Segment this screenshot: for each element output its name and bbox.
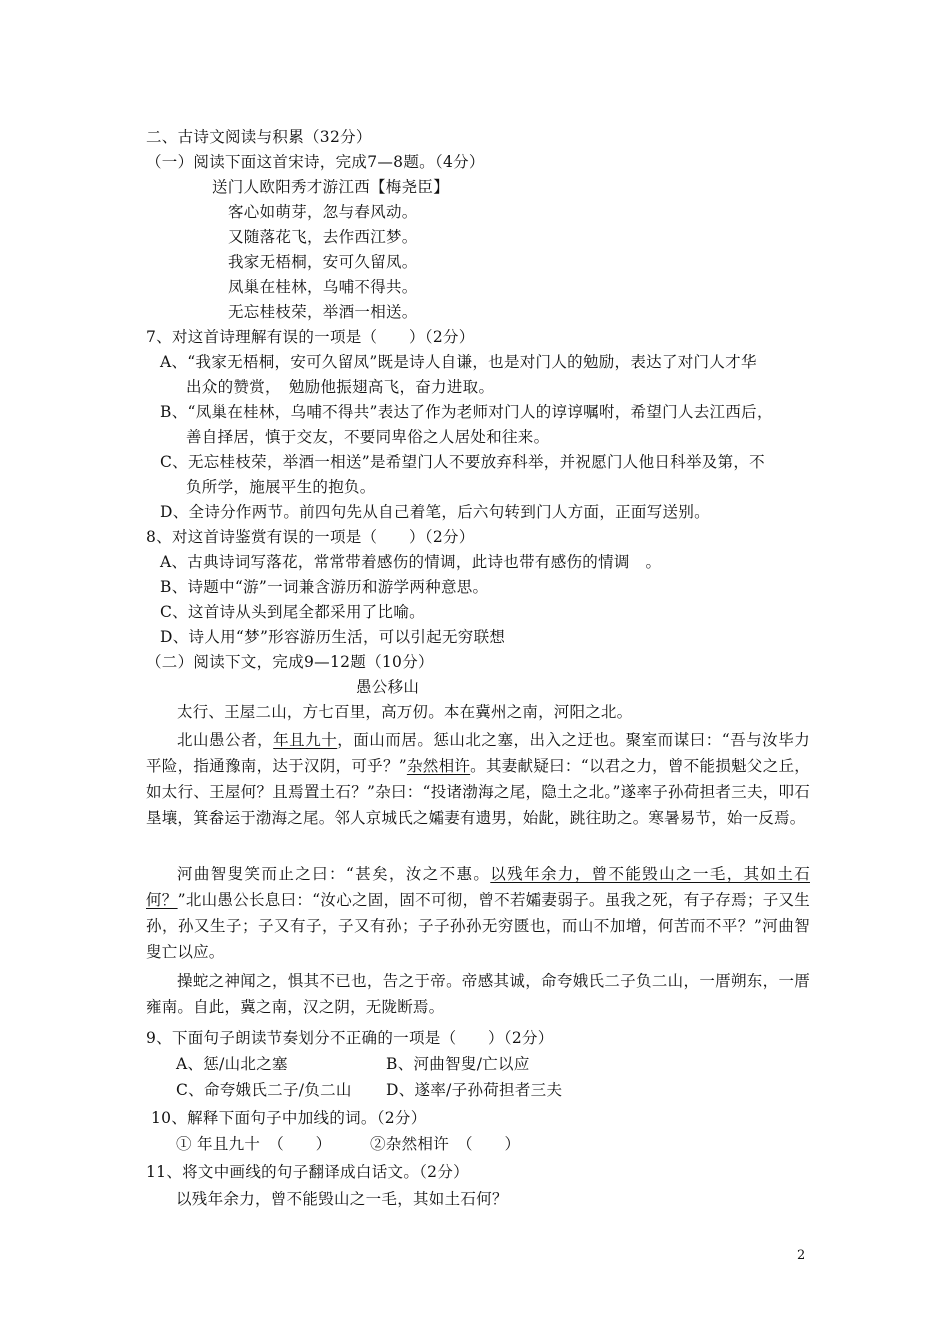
question-7-option-a: A、“我家无梧桐，安可久留凤”既是诗人自谦，也是对门人的勉励，表达了对门人才华 [160,353,757,371]
passage-title: 愚公移山 [356,678,420,696]
question-9-option-a: A、惩/山北之塞 [176,1055,288,1073]
passage-paragraph-1: 太行、王屋二山，方七百里，高万仞。本在冀州之南，河阳之北。 [177,703,633,721]
question-8-stem: 8、对这首诗鉴赏有误的一项是（ ）（2分） [146,528,475,546]
question-8-option-b: B、诗题中“游”一词兼含游历和游学两种意思。 [160,578,489,596]
question-8-option-d: D、诗人用“梦”形容游历生活，可以引起无穷联想 [160,628,506,646]
underlined-phrase: 杂然相许 [406,757,471,775]
question-10-item-2: ②杂然相许 （ ） [370,1135,521,1153]
section-title: 二、古诗文阅读与积累（32分） [146,128,372,146]
question-9-option-d: D、遂率/子孙荷担者三夫 [386,1081,563,1099]
question-9-stem: 9、下面句子朗读节奏划分不正确的一项是（ ）（2分） [146,1029,554,1047]
question-7-option-d: D、全诗分作两节。前四句先从自己着笔，后六句转到门人方面，正面写送别。 [160,503,710,521]
question-11-sentence: 以残年余力，曾不能毁山之一毛，其如土石何？ [176,1190,508,1208]
question-9-option-c: C、命夸娥氏二子/负二山 [176,1081,352,1099]
part1-heading: （一）阅读下面这首宋诗，完成7—8题。（4分） [146,153,485,171]
passage-paragraph-3: 河曲智叟笑而止之曰：“甚矣，汝之不惠。以残年余力，曾不能毁山之一毛，其如土石何？”北山愚公长息曰：“汝心之固，固不可彻，曾不若孀妻弱子。虽我之死，有子存焉；子又生孙，孙又生子；子又有子，子又有孙；子子孙孙无穷匮也，而山不加增，何苦而不平？”河曲智叟亡以应。 [146,865,810,961]
poem-line: 我家无梧桐，安可久留凤。 [228,253,418,271]
question-10-stem: 10、解释下面句子中加线的词。（2分） [151,1109,427,1127]
question-7-option-a-cont: 出众的赞赏， 勉励他振翅高飞，奋力进取。 [186,378,495,396]
passage-paragraph-4: 操蛇之神闻之，惧其不已也，告之于帝。帝感其诚，命夸娥氏二子负二山，一厝朔东，一厝雍南。自此，冀之南，汉之阴，无陇断焉。 [146,972,810,1016]
question-9-option-b: B、河曲智叟/亡以应 [386,1055,530,1073]
underlined-sentence: 以残年余力，曾不能毁山之一毛，其如土石何？ [146,865,810,909]
part2-heading: （二）阅读下文，完成9—12题（10分） [146,653,434,671]
poem-line: 凤巢在桂林，乌哺不得共。 [228,278,418,296]
poem-title: 送门人欧阳秀才游江西【梅尧臣】 [212,178,450,196]
question-7-option-b-cont: 善自择居，慎于交友，不要同卑俗之人居处和往来。 [186,428,550,446]
question-8-option-c: C、这首诗从头到尾全都采用了比喻。 [160,603,425,621]
question-11-stem: 11、将文中画线的句子翻译成白话文。（2分） [146,1163,469,1181]
question-10-item-1: ① 年且九十 （ ） [176,1135,332,1153]
question-7-option-b: B、“凤巢在桂林，乌哺不得共”表达了作为老师对门人的谆谆嘱咐，希望门人去江西后， [160,403,773,421]
underlined-phrase: 年且九十 [273,731,338,749]
poem-line: 无忘桂枝荣，举酒一相送。 [228,303,418,321]
page-number: 2 [797,1248,806,1263]
passage-paragraph-2: 北山愚公者，年且九十，面山而居。惩山北之塞，出入之迂也。聚室而谋曰：“吾与汝毕力平险，指通豫南，达于汉阴，可乎？”杂然相许。其妻献疑曰：“以君之力，曾不能损魁父之丘，如太行、王屋何？且焉置土石？”杂曰：“投诸渤海之尾，隐土之北。”遂率子孙荷担者三夫，叩石垦壤，箕畚运于渤海之尾。邻人京城氏之孀妻有遗男，始龀，跳往助之。寒暑易节，始一反焉。 [146,731,810,827]
question-8-option-a: A、古典诗词写落花，常常带着感伤的情调，此诗也带有感伤的情调 。 [160,553,662,571]
question-7-stem: 7、对这首诗理解有误的一项是（ ）（2分） [146,328,475,346]
poem-line: 客心如萌芽，忽与春风动。 [228,203,418,221]
question-7-option-c: C、无忘桂枝荣，举酒一相送”是希望门人不要放弃科举，并祝愿门人他日科举及第，不 [160,453,765,471]
poem-line: 又随落花飞，去作西江梦。 [228,228,418,246]
question-7-option-c-cont: 负所学，施展平生的抱负。 [186,478,376,496]
